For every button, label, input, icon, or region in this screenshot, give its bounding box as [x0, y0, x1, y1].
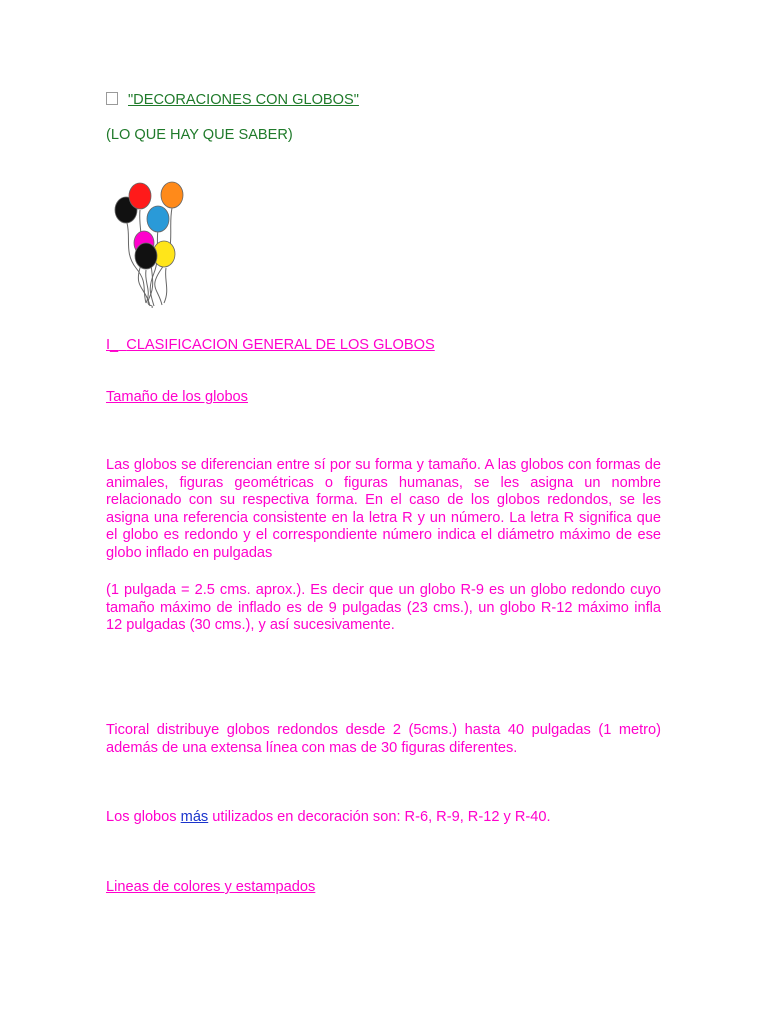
paragraph-3: Ticoral distribuye globos redondos desde 2 (5cms.) hasta 40 pulgadas (1 metro) además de una extensa línea con mas de 30 figuras diferentes.	[106, 722, 661, 756]
doc-subtitle: (LO QUE HAY QUE SABER)	[106, 127, 293, 143]
paragraph-2: (1 pulgada = 2.5 cms. aprox.). Es decir que un globo R-9 es un globo redondo cuyo tamaño máximo de inflado es de 9 pulgadas (23 cms.), un globo R-12 máximo infla 12 pulgadas (30 cms.), y así sucesivamente.	[106, 582, 661, 634]
doc-title: "DECORACIONES CON GLOBOS"	[128, 92, 359, 108]
doc-title-line	[106, 92, 359, 108]
mas-link[interactable]: más	[180, 809, 209, 825]
paragraph-4: Los globos más utilizados en decoración son: R-6, R-9, R-12 y R-40.	[106, 809, 551, 825]
section-number: I_	[106, 337, 119, 353]
subheading-size: Tamaño de los globos	[106, 389, 248, 405]
balloon-bunch-icon	[106, 178, 196, 308]
checkbox-bullet-icon	[106, 92, 118, 105]
paragraph-1: Las globos se diferencian entre sí por su forma y tamaño. A las globos con formas de animales, figuras geométricas o figuras humanas, se les asigna un nombre relacionado con su respectiva forma. En el caso de los globos redondos, se les asigna una referencia consistente en la letra R y un número. La letra R significa que el globo es redondo y el correspondiente número indica el diámetro máximo de ese globo inflado en pulgadas	[106, 457, 661, 561]
section-title: CLASIFICACION GENERAL DE LOS GLOBOS	[126, 337, 435, 353]
subheading-lines: Lineas de colores y estampados	[106, 879, 316, 895]
section-heading	[106, 337, 435, 353]
